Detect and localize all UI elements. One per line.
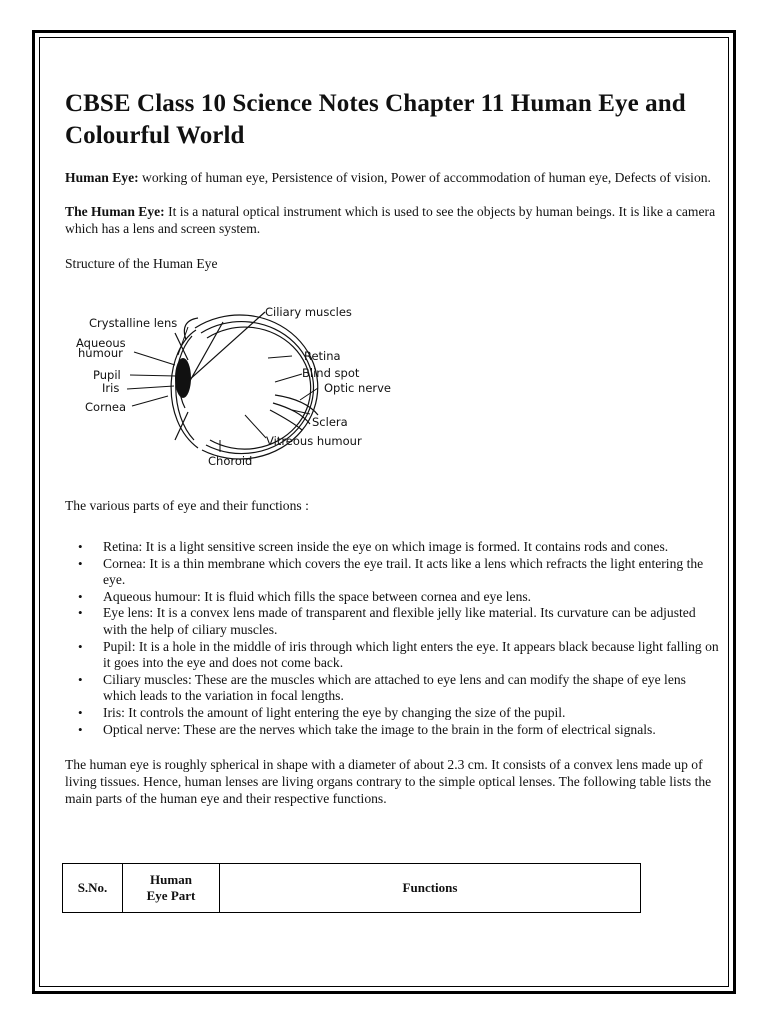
label-iris: Iris bbox=[102, 381, 120, 395]
intro-paragraph bbox=[65, 169, 720, 186]
label-retina: Retina bbox=[304, 349, 341, 363]
summary-paragraph: The human eye is roughly spherical in shape with a diameter of about 2.3 cm. It consists of a convex lens made up of living tissues. Hence, human lenses are living organs contrary to the simple optical lenses. The following table lists the main parts of the human eye and their respective functions. bbox=[65, 757, 712, 807]
list-item: • Ciliary muscles: These are the muscles which are attached to eye lens and can modify the shape of eye lens which leads to the variation in focal lengths. bbox=[78, 671, 686, 704]
list-item: • Eye lens: It is a convex lens made of transparent and flexible jelly like material. Its curvature can be adjusted with the help of ciliary muscles. bbox=[78, 605, 696, 637]
header-sno: S.No. bbox=[63, 864, 123, 913]
label-choroid: Choroid bbox=[208, 454, 253, 468]
bullet-icon: • bbox=[78, 721, 83, 737]
list-item: • Pupil: It is a hole in the middle of iris through which light enters the eye. It appears black because light falling on it goes into the eye and does not come back. bbox=[78, 638, 719, 671]
intro-text: working of human eye, Persistence of vision, Power of accommodation of human eye, Defects of vision. bbox=[138, 170, 711, 185]
parts-list bbox=[65, 539, 720, 738]
eye-parts-table bbox=[62, 863, 641, 913]
intro-label: Human Eye: bbox=[65, 170, 139, 185]
label-optic-nerve: Optic nerve bbox=[324, 381, 392, 395]
list-item: • Retina: It is a light sensitive screen inside the eye on which image is formed. It contains rods and cones. bbox=[78, 539, 669, 554]
bullet-icon: • bbox=[78, 605, 83, 621]
parts-heading: The various parts of eye and their functions : bbox=[65, 498, 309, 513]
label-aqueous: Aqueous bbox=[76, 336, 126, 350]
list-item: • Optical nerve: These are the nerves which take the image to the brain in the form of electrical signals. bbox=[78, 721, 656, 737]
human-eye-text: It is a natural optical instrument which is used to see the objects by human beings. It is like a camera which has a lens and screen system. bbox=[65, 204, 716, 236]
bullet-icon: • bbox=[78, 671, 83, 687]
structure-heading: Structure of the Human Eye bbox=[65, 256, 218, 271]
label-cornea: Cornea bbox=[85, 400, 127, 414]
label-humour: humour bbox=[78, 346, 123, 360]
header-eye-part: Human Eye Part bbox=[123, 864, 220, 913]
label-vitreous-humour: Vitreous humour bbox=[266, 434, 362, 448]
human-eye-paragraph bbox=[65, 203, 720, 237]
label-pupil: Pupil bbox=[93, 368, 121, 382]
page-title: CBSE Class 10 Science Notes Chapter 11 Human Eye and Colourful World bbox=[65, 90, 686, 149]
pupil-shape bbox=[175, 358, 191, 398]
list-item: • Iris: It controls the amount of light entering the eye by changing the size of the pupil. bbox=[78, 704, 566, 720]
label-sclera: Sclera bbox=[312, 415, 348, 429]
label-crystalline-lens: Crystalline lens bbox=[89, 316, 178, 330]
label-ciliary-muscles: Ciliary muscles bbox=[265, 305, 352, 319]
human-eye-label: The Human Eye: bbox=[65, 204, 165, 219]
document-body bbox=[65, 88, 720, 272]
list-item: • Cornea: It is a thin membrane which covers the eye trail. It acts like a lens which refracts the light entering the eye. bbox=[78, 555, 704, 588]
eye-parts-section bbox=[65, 497, 720, 807]
header-functions: Functions bbox=[220, 864, 641, 913]
label-blind-spot: Blind spot bbox=[302, 366, 360, 380]
bullet-icon: • bbox=[78, 704, 83, 720]
bullet-icon: • bbox=[78, 638, 83, 654]
list-item: • Aqueous humour: It is fluid which fills the space between cornea and eye lens. bbox=[78, 588, 532, 604]
bullet-icon: • bbox=[78, 588, 83, 604]
bullet-icon: • bbox=[78, 555, 83, 571]
table-header-row bbox=[63, 864, 641, 913]
bullet-icon: • bbox=[78, 539, 83, 554]
eye-structure-diagram bbox=[70, 300, 410, 475]
